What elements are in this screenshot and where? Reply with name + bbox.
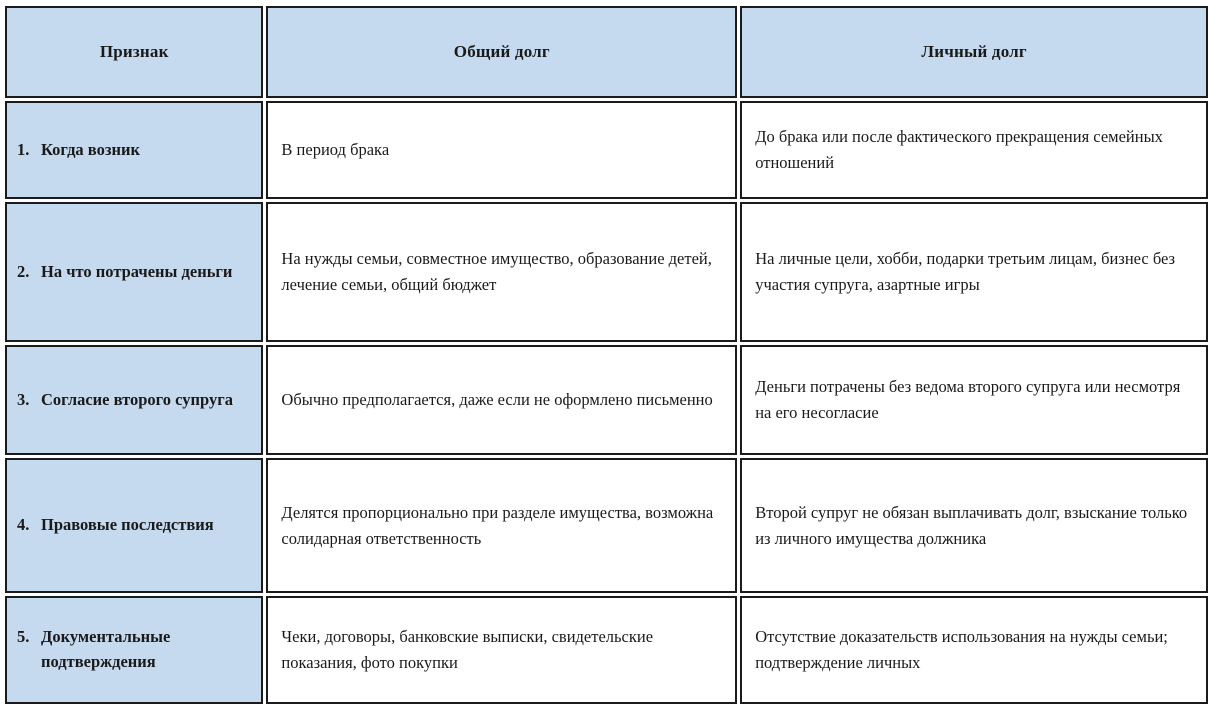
row-feature-cell [5,596,263,704]
column-header-common-debt: Общий долг [266,6,737,98]
comparison-table [2,3,1211,707]
row-feature-label: Согласие второго супруга [41,389,233,409]
row-number: 4. [17,515,30,535]
common-debt-text: Обычно предполагается, даже если не оформлено письменно [281,390,713,410]
row-common-debt-cell [266,202,737,342]
row-personal-debt-cell [740,458,1208,593]
table-row [5,202,1208,342]
table-row [5,596,1208,704]
row-number: 2. [17,261,30,281]
personal-debt-text: Деньги потрачены без ведома второго супруга или несмотря на его несогласие [755,377,1181,422]
row-common-debt-cell [266,596,737,704]
numbered-label [17,625,253,675]
row-personal-debt-cell [740,101,1208,199]
row-feature-cell [5,101,263,199]
column-header-feature: Признак [5,6,263,98]
numbered-label [17,260,253,285]
row-common-debt-cell [266,345,737,455]
table-header-row [5,6,1208,98]
row-personal-debt-cell [740,345,1208,455]
numbered-label [17,138,253,163]
row-feature-cell [5,345,263,455]
table-body [5,101,1208,704]
personal-debt-text: На личные цели, хобби, подарки третьим лицам, бизнес без участия супруга, азартные игры [755,249,1176,294]
personal-debt-text: Второй супруг не обязан выплачивать долг, взыскание только из личного имущества должника [755,502,1188,548]
common-debt-text: В период брака [281,140,390,160]
table-row [5,101,1208,199]
table-header [5,6,1208,98]
row-number: 3. [17,389,30,409]
common-debt-text: Делятся пропорционально при разделе имущества, возможна солидарная ответственность [281,502,714,548]
column-header-personal-debt: Личный долг [740,6,1208,98]
row-feature-cell [5,458,263,593]
table-row [5,345,1208,455]
common-debt-text: На нужды семьи, совместное имущество, образование детей, лечение семьи, общий бюджет [281,249,712,294]
numbered-label [17,513,253,538]
row-common-debt-cell [266,101,737,199]
table-row [5,458,1208,593]
row-personal-debt-cell [740,596,1208,704]
row-number: 5. [17,627,30,647]
row-common-debt-cell [266,458,737,593]
row-feature-cell [5,202,263,342]
common-debt-text: Чеки, договоры, банковские выписки, свидетельские показания, фото покупки [281,627,654,672]
row-personal-debt-cell [740,202,1208,342]
row-feature-label: Правовые последствия [41,515,214,535]
row-number: 1. [17,139,30,159]
numbered-label [17,388,253,413]
personal-debt-text: До брака или после фактического прекращения семейных отношений [755,127,1163,172]
row-feature-label: Документальные подтверждения [41,627,171,671]
row-feature-label: Когда возник [41,139,140,159]
row-feature-label: На что потрачены деньги [41,261,233,281]
personal-debt-text: Отсутствие доказательств использования на нужды семьи; подтверждение личных [755,627,1168,672]
